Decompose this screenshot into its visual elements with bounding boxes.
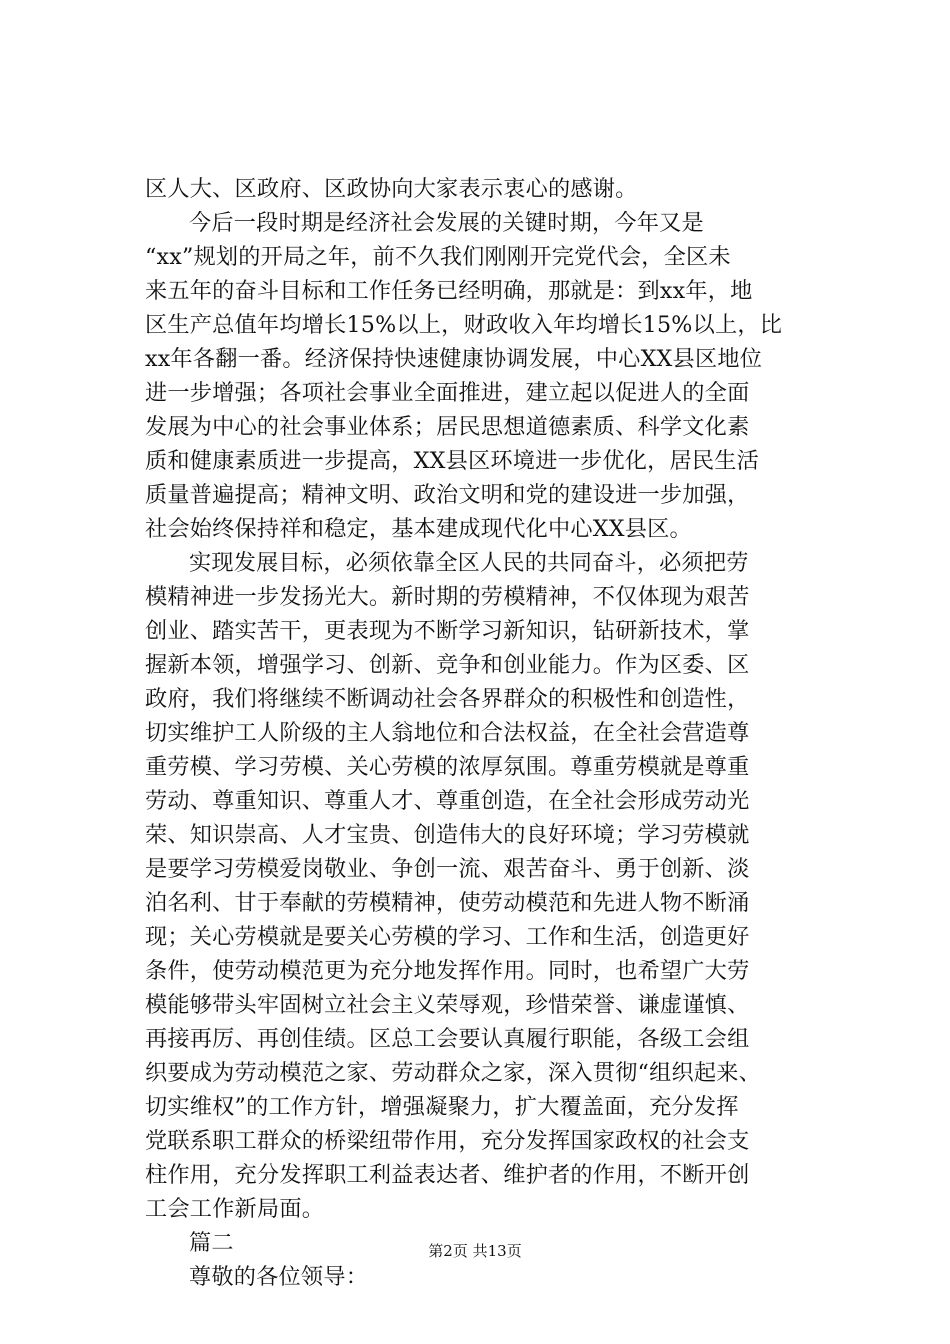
text-line: 织要成为劳动模范之家、劳动群众之家，深入贯彻“组织起来、 [145, 1060, 762, 1086]
text-line: 切实维权”的工作方针，增强凝聚力，扩大覆盖面，充分发挥 [145, 1094, 739, 1120]
text-line: 泊名利、甘于奉献的劳模精神，使劳动模范和先进人物不断涌 [145, 890, 750, 916]
text-line: 来五年的奋斗目标和工作任务已经明确，那就是：到xx年，地 [145, 278, 753, 304]
text-line: 社会始终保持祥和稳定，基本建成现代化中心XX县区。 [145, 516, 692, 542]
text-line: 区人大、区政府、区政协向大家表示衷心的感谢。 [145, 176, 638, 202]
text-line: 条件，使劳动模范更为充分地发挥作用。同时，也希望广大劳 [145, 958, 750, 984]
text-line: 尊敬的各位领导： [189, 1264, 369, 1290]
text-line: 重劳模、学习劳模、关心劳模的浓厚氛围。尊重劳模就是尊重 [145, 754, 750, 780]
text-line: 切实维护工人阶级的主人翁地位和合法权益，在全社会营造尊 [145, 720, 750, 746]
text-line: 柱作用，充分发挥职工利益表达者、维护者的作用，不断开创 [145, 1162, 750, 1188]
text-line: 篇二 [189, 1230, 234, 1256]
text-line: 现；关心劳模就是要关心劳模的学习、工作和生活，创造更好 [145, 924, 750, 950]
text-line: 发展为中心的社会事业体系；居民思想道德素质、科学文化素 [145, 414, 750, 440]
text-line: 区生产总值年均增长15%以上，财政收入年均增长15%以上，比 [145, 312, 783, 338]
page-footer: 第2页 共13页 [428, 1242, 522, 1260]
text-line: 政府，我们将继续不断调动社会各界群众的积极性和创造性， [145, 686, 750, 712]
document-body [145, 172, 835, 1294]
text-line: 党联系职工群众的桥梁纽带作用，充分发挥国家政权的社会支 [145, 1128, 750, 1154]
text-line: 荣、知识崇高、人才宝贵、创造伟大的良好环境；学习劳模就 [145, 822, 750, 848]
text-line: 工会工作新局面。 [145, 1196, 325, 1222]
text-line: 模能够带头牢固树立社会主义荣辱观，珍惜荣誉、谦虚谨慎、 [145, 992, 750, 1018]
text-line: 进一步增强；各项社会事业全面推进，建立起以促进人的全面 [145, 380, 750, 406]
text-line: 劳动、尊重知识、尊重人才、尊重创造，在全社会形成劳动光 [145, 788, 750, 814]
text-line: 模精神进一步发扬光大。新时期的劳模精神，不仅体现为艰苦 [145, 584, 750, 610]
text-line: 质量普遍提高；精神文明、政治文明和党的建设进一步加强， [145, 482, 750, 508]
text-line: 是要学习劳模爱岗敬业、争创一流、艰苦奋斗、勇于创新、淡 [145, 856, 750, 882]
text-line: xx年各翻一番。经济保持快速健康协调发展，中心XX县区地位 [145, 346, 763, 372]
text-line: 握新本领，增强学习、创新、竞争和创业能力。作为区委、区 [145, 652, 750, 678]
text-line: 再接再厉、再创佳绩。区总工会要认真履行职能，各级工会组 [145, 1026, 750, 1052]
text-line: 实现发展目标，必须依靠全区人民的共同奋斗，必须把劳 [189, 550, 749, 576]
text-line: 今后一段时期是经济社会发展的关键时期，今年又是 [189, 210, 704, 236]
text-line: 质和健康素质进一步提高，XX县区环境进一步优化，居民生活 [145, 448, 760, 474]
text-line: 创业、踏实苦干，更表现为不断学习新知识，钻研新技术，掌 [145, 618, 750, 644]
text-line: “xx”规划的开局之年，前不久我们刚刚开完党代会，全区未 [145, 244, 731, 270]
